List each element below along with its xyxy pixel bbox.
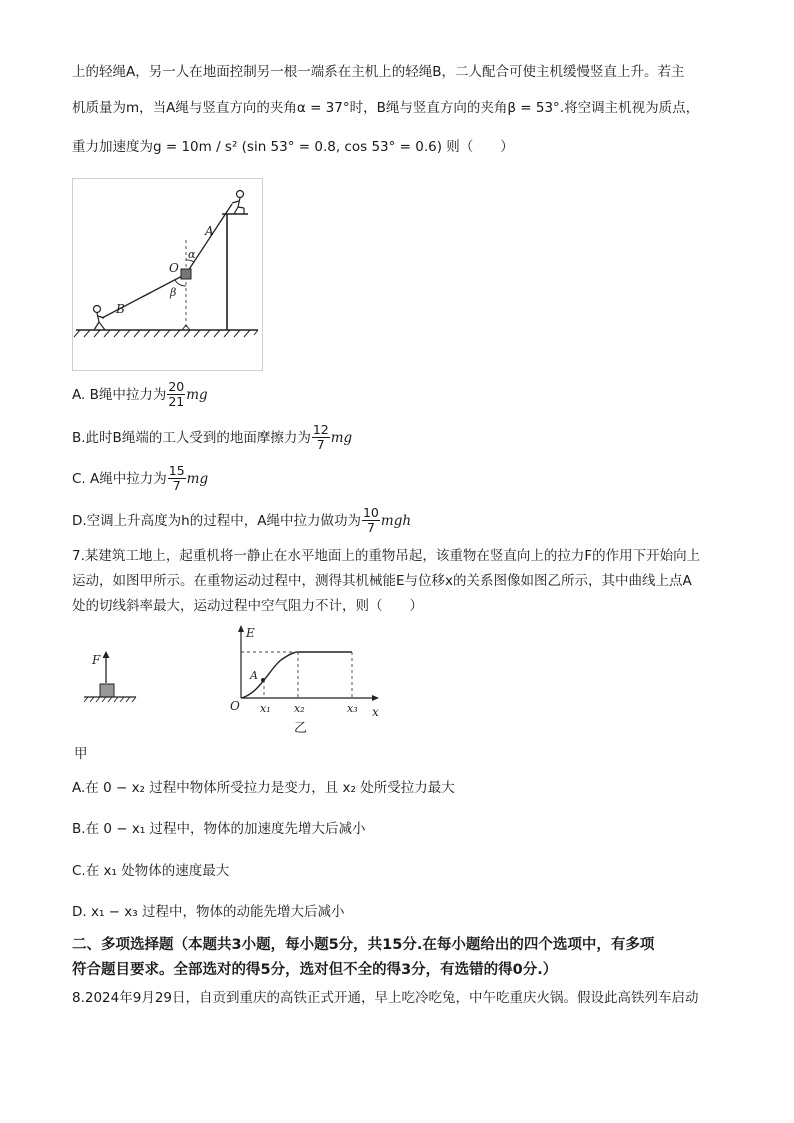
q6-option-b-unit: mg [330, 429, 353, 446]
q6-option-b-text: B.此时B绳端的工人受到的地面摩擦力为 [72, 429, 311, 446]
q7-line-3: 处的切线斜率最大，运动过程中空气阻力不计，则（ ） [72, 598, 423, 614]
axis-label-x: x [372, 705, 379, 719]
section2-heading-line-1: 二、多项选择题（本题共3小题，每小题5分，共15分.在每小题给出的四个选项中，有多项 [72, 937, 655, 953]
q6-option-c-text: C. A绳中拉力为 [72, 470, 167, 487]
q6-option-d-unit: mgh [380, 512, 412, 529]
q6-line-3: 重力加速度为g = 10m / s² (sin 53° = 0.8, cos 53° = 0.6) 则（ ） [72, 139, 514, 155]
q6-option-b-den: 7 [316, 437, 325, 453]
q6-option-d-text: D.空调上升高度为h的过程中，A绳中拉力做功为 [72, 512, 361, 529]
q6-option-b[interactable] [72, 423, 352, 453]
q7-figure-jia [80, 648, 140, 710]
axis-label-e: E [246, 626, 255, 640]
caption-yi: 乙 [294, 721, 308, 736]
label-alpha: α [188, 248, 196, 261]
q6-figure [72, 178, 264, 372]
q6-option-a-den: 21 [168, 394, 185, 410]
q6-option-a-num: 20 [168, 379, 185, 394]
q6-line-1: 上的轻绳A，另一人在地面控制另一根一端系在主机上的轻绳B，二人配合可使主机缓慢竖直上升。若主 [72, 64, 685, 80]
q7-line-1: 7.某建筑工地上，起重机将一静止在水平地面上的重物吊起，该重物在竖直向上的拉力F的作用下开始向上 [72, 548, 701, 564]
q6-option-c-num: 15 [168, 463, 185, 478]
label-A: A [205, 224, 214, 238]
q8-line-1: 8.2024年9月29日，自贡到重庆的高铁正式开通，早上吃冷吃兔，中午吃重庆火锅。假设此高铁列车启动 [72, 990, 699, 1006]
label-O: O [169, 261, 179, 275]
point-label-a: A [250, 669, 258, 682]
q6-option-b-num: 12 [312, 422, 329, 437]
origin-label: O [230, 699, 240, 713]
q6-option-d-den: 7 [366, 520, 375, 536]
q6-option-d-num: 10 [362, 505, 379, 520]
q6-option-d-fraction [362, 506, 380, 536]
label-B: B [116, 302, 125, 316]
force-label: F [92, 653, 101, 667]
q7-option-d[interactable]: D. x₁ − x₃ 过程中，物体的动能先增大后减小 [72, 904, 345, 920]
q6-option-b-fraction [312, 423, 330, 453]
q7-option-a[interactable]: A.在 0 − x₂ 过程中物体所受拉力是变力，且 x₂ 处所受拉力最大 [72, 780, 455, 796]
q7-option-c[interactable]: C.在 x₁ 处物体的速度最大 [72, 863, 230, 879]
label-beta: β [170, 286, 177, 299]
q6-option-d[interactable] [72, 506, 411, 536]
section2-heading-line-2: 符合题目要求。全部选对的得5分，选对但不全的得3分，有选错的得0分.） [72, 962, 558, 978]
q6-option-a-fraction [167, 380, 185, 410]
q6-option-a-unit: mg [186, 386, 208, 403]
q6-option-a-text: A. B绳中拉力为 [72, 386, 167, 403]
q6-line-2: 机质量为m，当A绳与竖直方向的夹角α = 37°时，B绳与竖直方向的夹角β = 53°.将空调主机视为质点， [72, 100, 700, 116]
q6-option-c-unit: mg [186, 470, 209, 487]
q6-option-c-den: 7 [172, 478, 181, 494]
q6-option-a[interactable] [72, 380, 208, 410]
tick-x3: x₃ [347, 702, 358, 715]
q7-figure-yi [226, 622, 392, 740]
tick-x1: x₁ [260, 702, 271, 715]
tick-x2: x₂ [294, 702, 305, 715]
q6-option-c-fraction [168, 464, 186, 494]
q7-line-2: 运动，如图甲所示。在重物运动过程中，测得其机械能E与位移x的关系图像如图乙所示，其中曲线上点A [72, 573, 692, 589]
q6-option-c[interactable] [72, 464, 208, 494]
caption-jia: 甲 [74, 746, 88, 762]
q7-option-b[interactable]: B.在 0 − x₁ 过程中，物体的加速度先增大后减小 [72, 821, 366, 837]
